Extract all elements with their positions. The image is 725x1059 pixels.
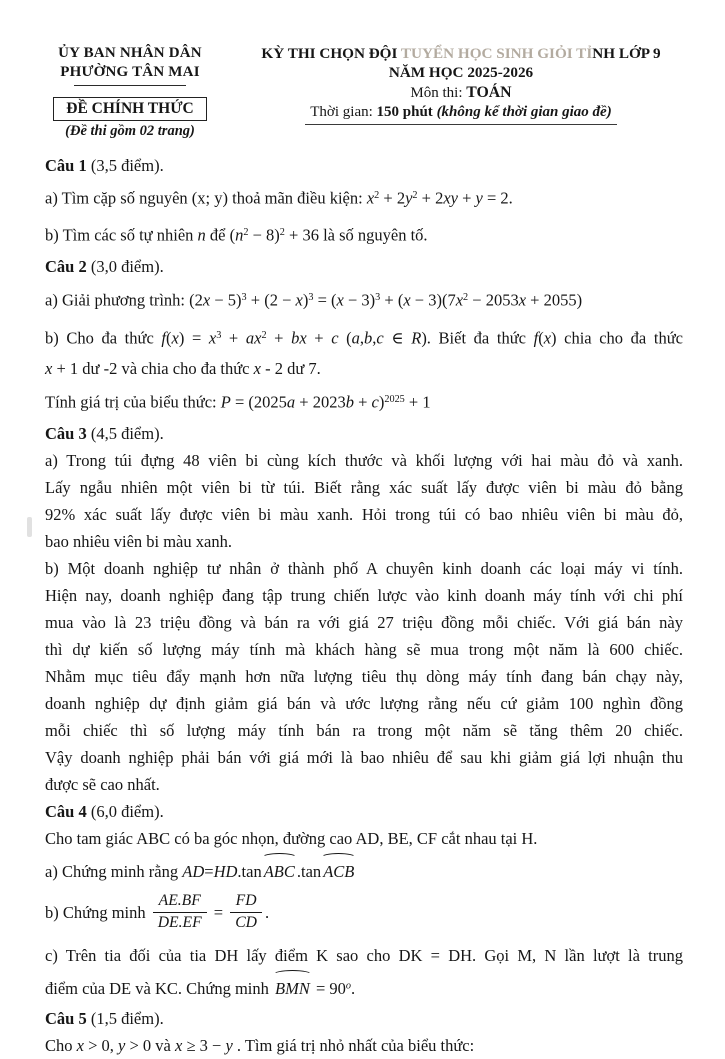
exam-title-part1: KỲ THI CHỌN ĐỘI [261,45,398,62]
question-1-heading: Câu 1 (3,5 điểm). [45,156,164,175]
question-2-part-a: a) Giải phương trình: $(2x - 5)^3 + (2 - x)^3 = (x - 3)^3 + (x - 3)(7x^2 - 2053x + 2055)$ [45,290,583,310]
org-name-line2: PHƯỜNG TÂN MAI [60,64,200,80]
question-3-part-a-line-2: Lấy ngẫu nhiên một viên bi từ túi. Biết rằng xác suất lấy được viên bi màu đỏ bằng [45,478,683,498]
time-note: (không kể thời gian giao đề) [436,104,612,120]
subject-value: TOÁN [466,84,512,101]
question-3-part-b-line-8: Vậy doanh nghiệp phải bán với giá mới là bao nhiêu để sau khi giảm giá lợi nhuận thu [45,748,683,768]
question-3-part-b-line-5: Nhằm mục tiêu đẩy mạnh hơn nữa lượng tiêu thụ dòng máy tính đang bán chạy này, [45,667,683,687]
fraction: $\frac{FD}{CD}$ [230,892,262,933]
time-underline [305,124,617,125]
question-3-part-b-line-9: được sẽ cao nhất. [45,775,160,795]
question-3-part-a-line-1: a) Trong túi đựng 48 viên bi cùng kích thước và khối lượng với hai màu đỏ và xanh. [45,451,683,471]
question-5-intro: Cho x > 0, y > 0 và x ≥ 3 − y . Tìm giá trị nhỏ nhất của biểu thức: [45,1035,475,1055]
org-name-line1: ỦY BAN NHÂN DÂN [58,45,202,61]
document-body [45,152,683,1059]
question-5-heading: Câu 5 (1,5 điểm). [45,1008,164,1028]
exam-title-part3: NH LỚP 9 [592,45,661,62]
question-1-part-b: b) Tìm các số tự nhiên n để $(n^2 - 8)^2 + 36$ là số nguyên tố. [45,225,428,245]
exam-title [226,44,696,63]
question-3-part-b-line-3: mua vào là 23 triệu đồng và bán ra với giá 27 triệu đồng mỗi chiếc. Với giá bán này [45,613,683,633]
question-4-part-c-line-2: điểm của DE và KC. Chứng minh BMN = $90^o$. [45,969,683,1005]
question-3-heading: Câu 3 (4,5 điểm). [45,424,164,444]
question-3-part-b-line-1: b) Một doanh nghiệp tư nhân ở thành phố A chuyên kinh doanh các loại máy vi tính. [45,559,683,579]
subject-label: Môn thi: [410,85,467,101]
subject-line [226,83,696,103]
time-value: 150 phút [376,104,437,120]
question-4-heading: Câu 4 (6,0 điểm). [45,802,164,822]
time-label: Thời gian: [310,104,377,120]
header-right [226,44,696,125]
question-1-part-a: a) Tìm cặp số nguyên (x; y) thoả mãn điều kiện: $x^2 + 2y^2 + 2xy + y = 2$. [45,188,513,208]
official-exam-badge: ĐỀ CHÍNH THỨC [53,97,206,121]
question-3-part-a-line-3: 92% xác suất lấy được viên bi màu xanh. Hỏi trong túi có bao nhiêu viên bi màu đỏ, [45,505,683,525]
question-2-part-b-line-3: Tính giá trị của biểu thức: $P = (2025a + 2023b + c)^{2025} + 1$ [45,392,431,412]
school-year: NĂM HỌC 2025-2026 [388,64,534,81]
question-3-part-b-line-7: mỗi chiếc thì số lượng máy tính bán ra trong một năm sẽ tăng thêm 20 chiếc. [45,721,683,741]
question-4-part-c-line-1: c) Trên tia đối của tia DH lấy điểm K sao cho DK = DH. Gọi M, N lần lượt là trung [45,945,683,965]
scan-artifact [27,517,32,537]
page-count-note: (Đề thi gồm 02 trang) [65,123,195,139]
question-4-intro: Cho tam giác ABC có ba góc nhọn, đường cao AD, BE, CF cắt nhau tại H. [45,829,538,849]
question-2-part-b-line-2: x + 1 dư -2 và chia cho đa thức x - 2 dư 7. [45,358,321,378]
fraction: $\frac{AE.BF}{DE.EF}$ [153,892,207,933]
question-4-part-a: a) Chứng minh rằng AD=HD.tan ABC .tan ACB [45,852,683,888]
exam-title-part2-faded: TUYỂN HỌC SINH GIỎI TỈ [397,45,593,62]
time-line [226,103,696,122]
question-3-part-b-line-2: Hiện nay, doanh nghiệp đang tập trung chiến lược vào kinh doanh máy tính với chi phí [45,586,683,606]
question-2-heading: Câu 2 (3,0 điểm). [45,257,164,277]
question-4-part-b: b) Chứng minh $\frac{AE.BF}{DE.EF}$ = $\frac{FD}{CD}$ . [45,892,270,931]
question-3-part-b-line-4: thì dự kiến số lượng máy tính mà khách hàng sẽ mua trong một năm là 600 chiếc. [45,640,683,660]
header-left [38,44,222,140]
question-2-part-b-line-1: b) Cho đa thức $f(x) = x^3 + ax^2$ + bx + c (a,b,c ∈ R). Biết đa thức f(x) chia cho đa thức [45,328,683,348]
question-3-part-b-line-6: doanh nghiệp dự định giảm giá bán và ước lượng rằng nếu cứ giảm 100 nghìn đồng [45,694,683,714]
question-3-part-a-line-4: bao nhiêu viên bi màu xanh. [45,532,232,552]
